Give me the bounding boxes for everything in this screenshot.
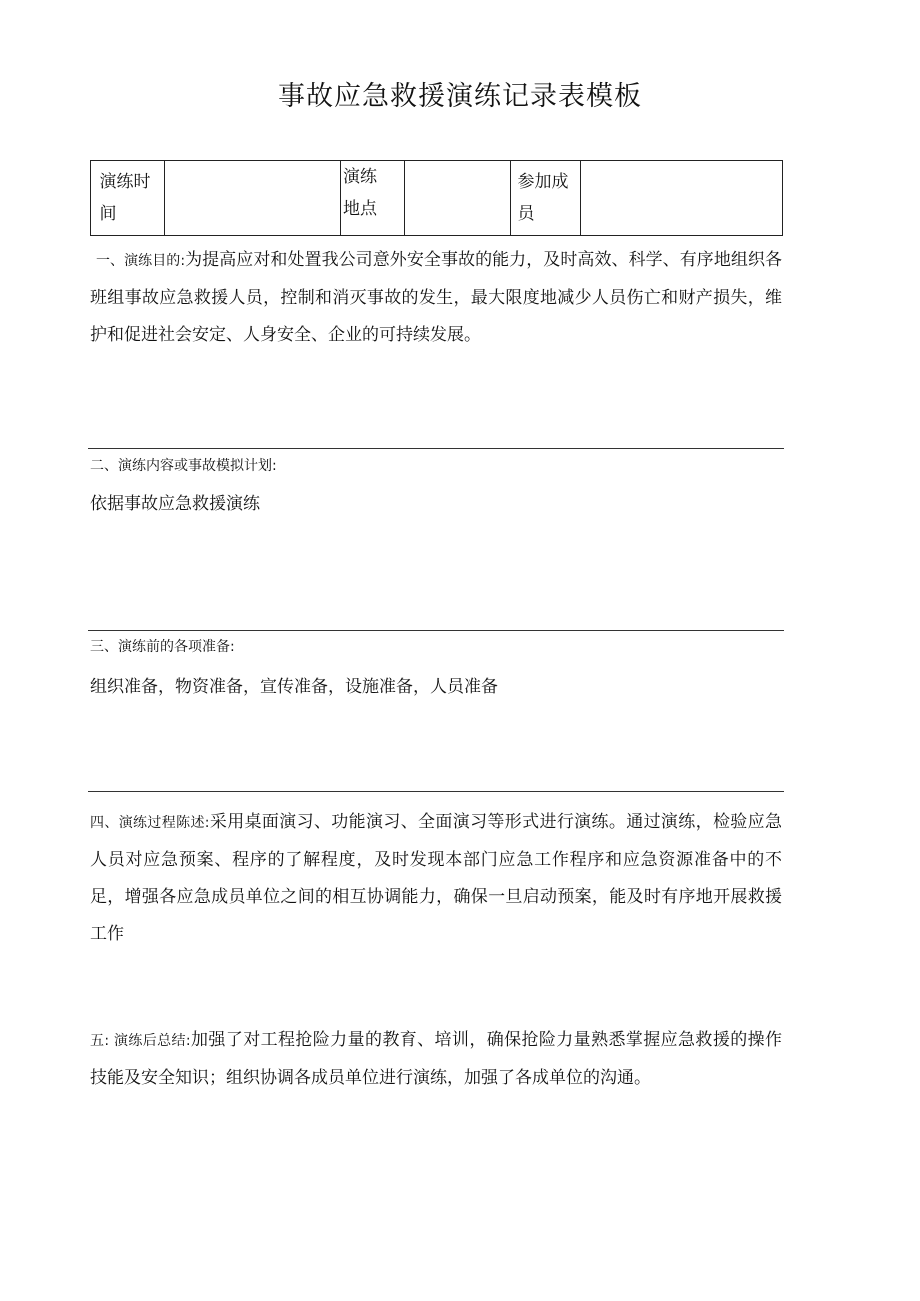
purpose-section <box>90 242 782 354</box>
preparation-heading: 三、演练前的各项准备: <box>90 639 235 655</box>
summary-text: 加强了对工程抢险力量的教育、培训，确保抢险力量熟悉掌握应急救援的操作技能及安全知识；组织协调各成员单位进行演练，加强了各成单位的沟通。 <box>90 1030 782 1088</box>
drill-place-value[interactable] <box>405 161 511 236</box>
process-heading: 四、演练过程陈述: <box>90 815 210 831</box>
divider <box>88 791 784 792</box>
purpose-text: 为提高应对和处置我公司意外安全事故的能力，及时高效、科学、有序地组织各班组事故应急救援人员，控制和消灭事故的发生，最大限度地减少人员伤亡和财产损失，维护和促进社会安定、人身安全、企业的可持续发展。 <box>90 250 783 345</box>
purpose-heading: 一、演练目的: <box>96 253 186 269</box>
drill-members-value[interactable] <box>581 161 783 236</box>
content-heading: 二、演练内容或事故模拟计划: <box>90 458 277 474</box>
document-title: 事故应急救援演练记录表模板 <box>278 81 642 112</box>
drill-info-table <box>90 160 783 236</box>
process-section <box>90 804 782 953</box>
preparation-text: 组织准备，物资准备，宣传准备，设施准备，人员准备 <box>90 677 498 697</box>
summary-section <box>90 1022 782 1097</box>
drill-time-label: 演练时间 <box>91 161 165 236</box>
summary-heading: 五: 演练后总结: <box>90 1033 191 1049</box>
drill-time-value[interactable] <box>165 161 341 236</box>
content-text: 依据事故应急救援演练 <box>90 494 260 514</box>
drill-members-label: 参加成员 <box>511 161 581 236</box>
drill-place-label: 演练地点 <box>341 161 405 236</box>
process-text: 采用桌面演习、功能演习、全面演习等形式进行演练。通过演练，检验应急人员对应急预案、程序的了解程度，及时发现本部门应急工作程序和应急资源准备中的不足，增强各应急成员单位之间的相互协调能力，确保一旦启动预案，能及时有序地开展救援工作 <box>90 812 783 944</box>
divider <box>88 448 784 449</box>
divider <box>88 630 784 631</box>
